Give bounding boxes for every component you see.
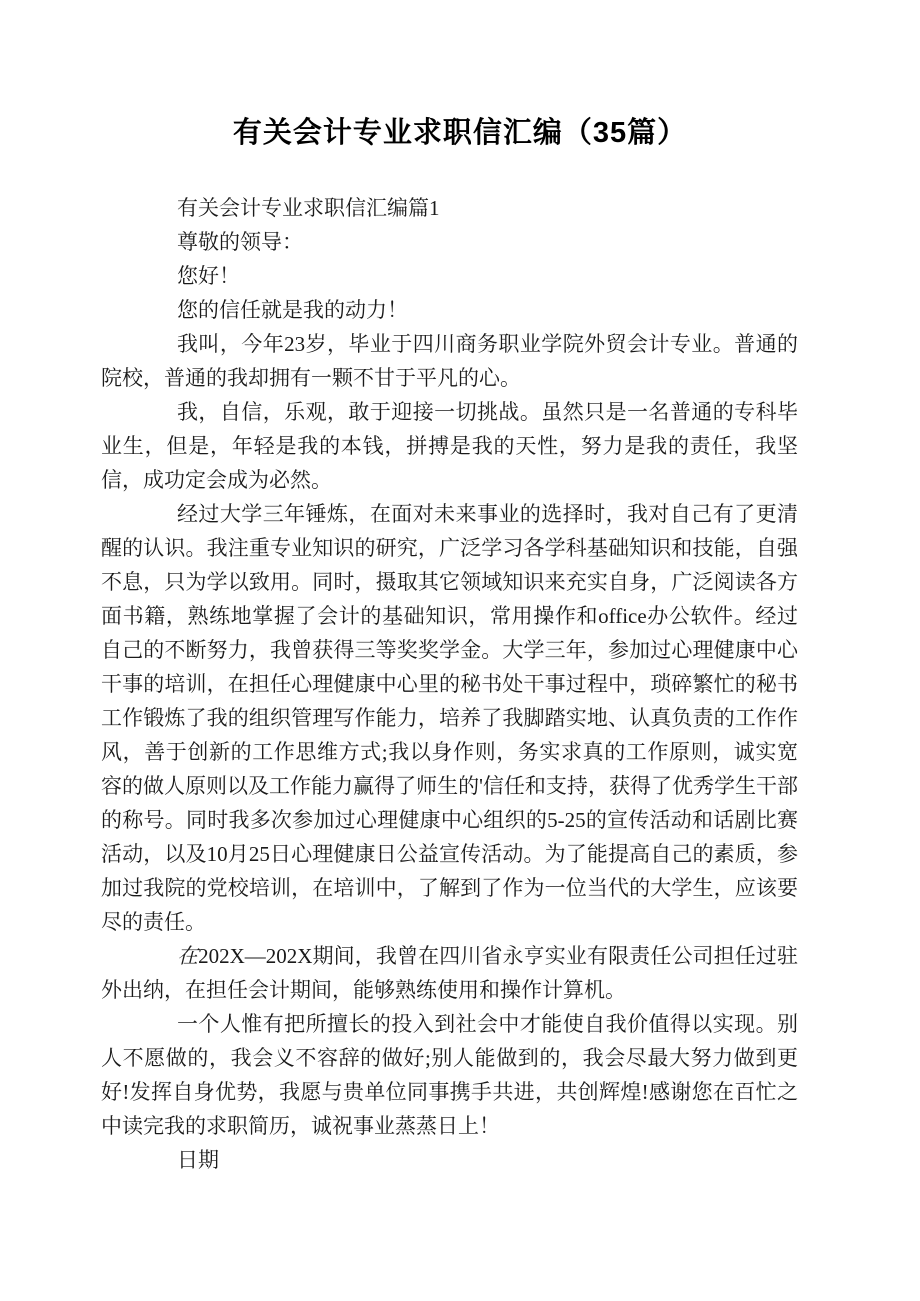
paragraph-work-experience <box>101 939 798 1007</box>
paragraph-personality: 我，自信，乐观，敢于迎接一切挑战。虽然只是一名普通的专科毕业生，但是，年轻是我的本钱，拼搏是我的天性，努力是我的责任，我坚信，成功定会成为必然。 <box>101 400 798 492</box>
document-title: 有关会计专业求职信汇编（35篇） <box>232 117 688 149</box>
paragraph-intro: 我叫，今年23岁，毕业于四川商务职业学院外贸会计专业。普通的院校，普通的我却拥有一颗不甘于平凡的心。 <box>101 332 798 390</box>
paragraph-closing: 一个人惟有把所擅长的投入到社会中才能使自我价值得以实现。别人不愿做的，我会义不容辞的做好;别人能做到的，我会尽最大努力做到更好!发挥自身优势，我愿与贵单位同事携手共进，共创辉煌!感谢您在百忙之中读完我的求职简历，诚祝事业蒸蒸日上！ <box>101 1012 798 1138</box>
paragraph-motto: 您的信任就是我的动力！ <box>177 298 408 322</box>
paragraph-salutation: 尊敬的领导： <box>177 230 303 254</box>
work-experience-text: 202X—202X期间，我曾在四川省永亨实业有限责任公司担任过驻外出纳，在担任会计期间，能够熟练使用和操作计算机。 <box>101 944 798 1002</box>
italic-lead-char: 在 <box>177 944 199 968</box>
paragraph-greeting: 您好！ <box>177 264 240 288</box>
paragraph-college-experience: 经过大学三年锤炼，在面对未来事业的选择时，我对自己有了更清醒的认识。我注重专业知识的研究，广泛学习各学科基础知识和技能，自强不息，只为学以致用。同时，摄取其它领域知识来充实自身，广泛阅读各方面书籍，熟练地掌握了会计的基础知识，常用操作和office办公软件。经过自己的不断努力，我曾获得三等奖奖学金。大学三年，参加过心理健康中心干事的培训，在担任心理健康中心里的秘书处干事过程中，琐碎繁忙的秘书工作锻炼了我的组织管理写作能力，培养了我脚踏实地、认真负责的工作作风，善于创新的工作思维方式;我以身作则，务实求真的工作原则，诚实宽容的做人原则以及工作能力赢得了师生的'信任和支持，获得了优秀学生干部的称号。同时我多次参加过心理健康中心组织的5-25的宣传活动和话剧比赛活动，以及10月25日心理健康日公益宣传活动。为了能提高自己的素质，参加过我院的党校培训，在培训中，了解到了作为一位当代的大学生，应该要尽的责任。 <box>101 502 798 934</box>
paragraph-heading: 有关会计专业求职信汇编篇1 <box>177 196 440 220</box>
paragraph-date: 日期 <box>177 1148 219 1172</box>
document-body <box>101 191 798 1177</box>
